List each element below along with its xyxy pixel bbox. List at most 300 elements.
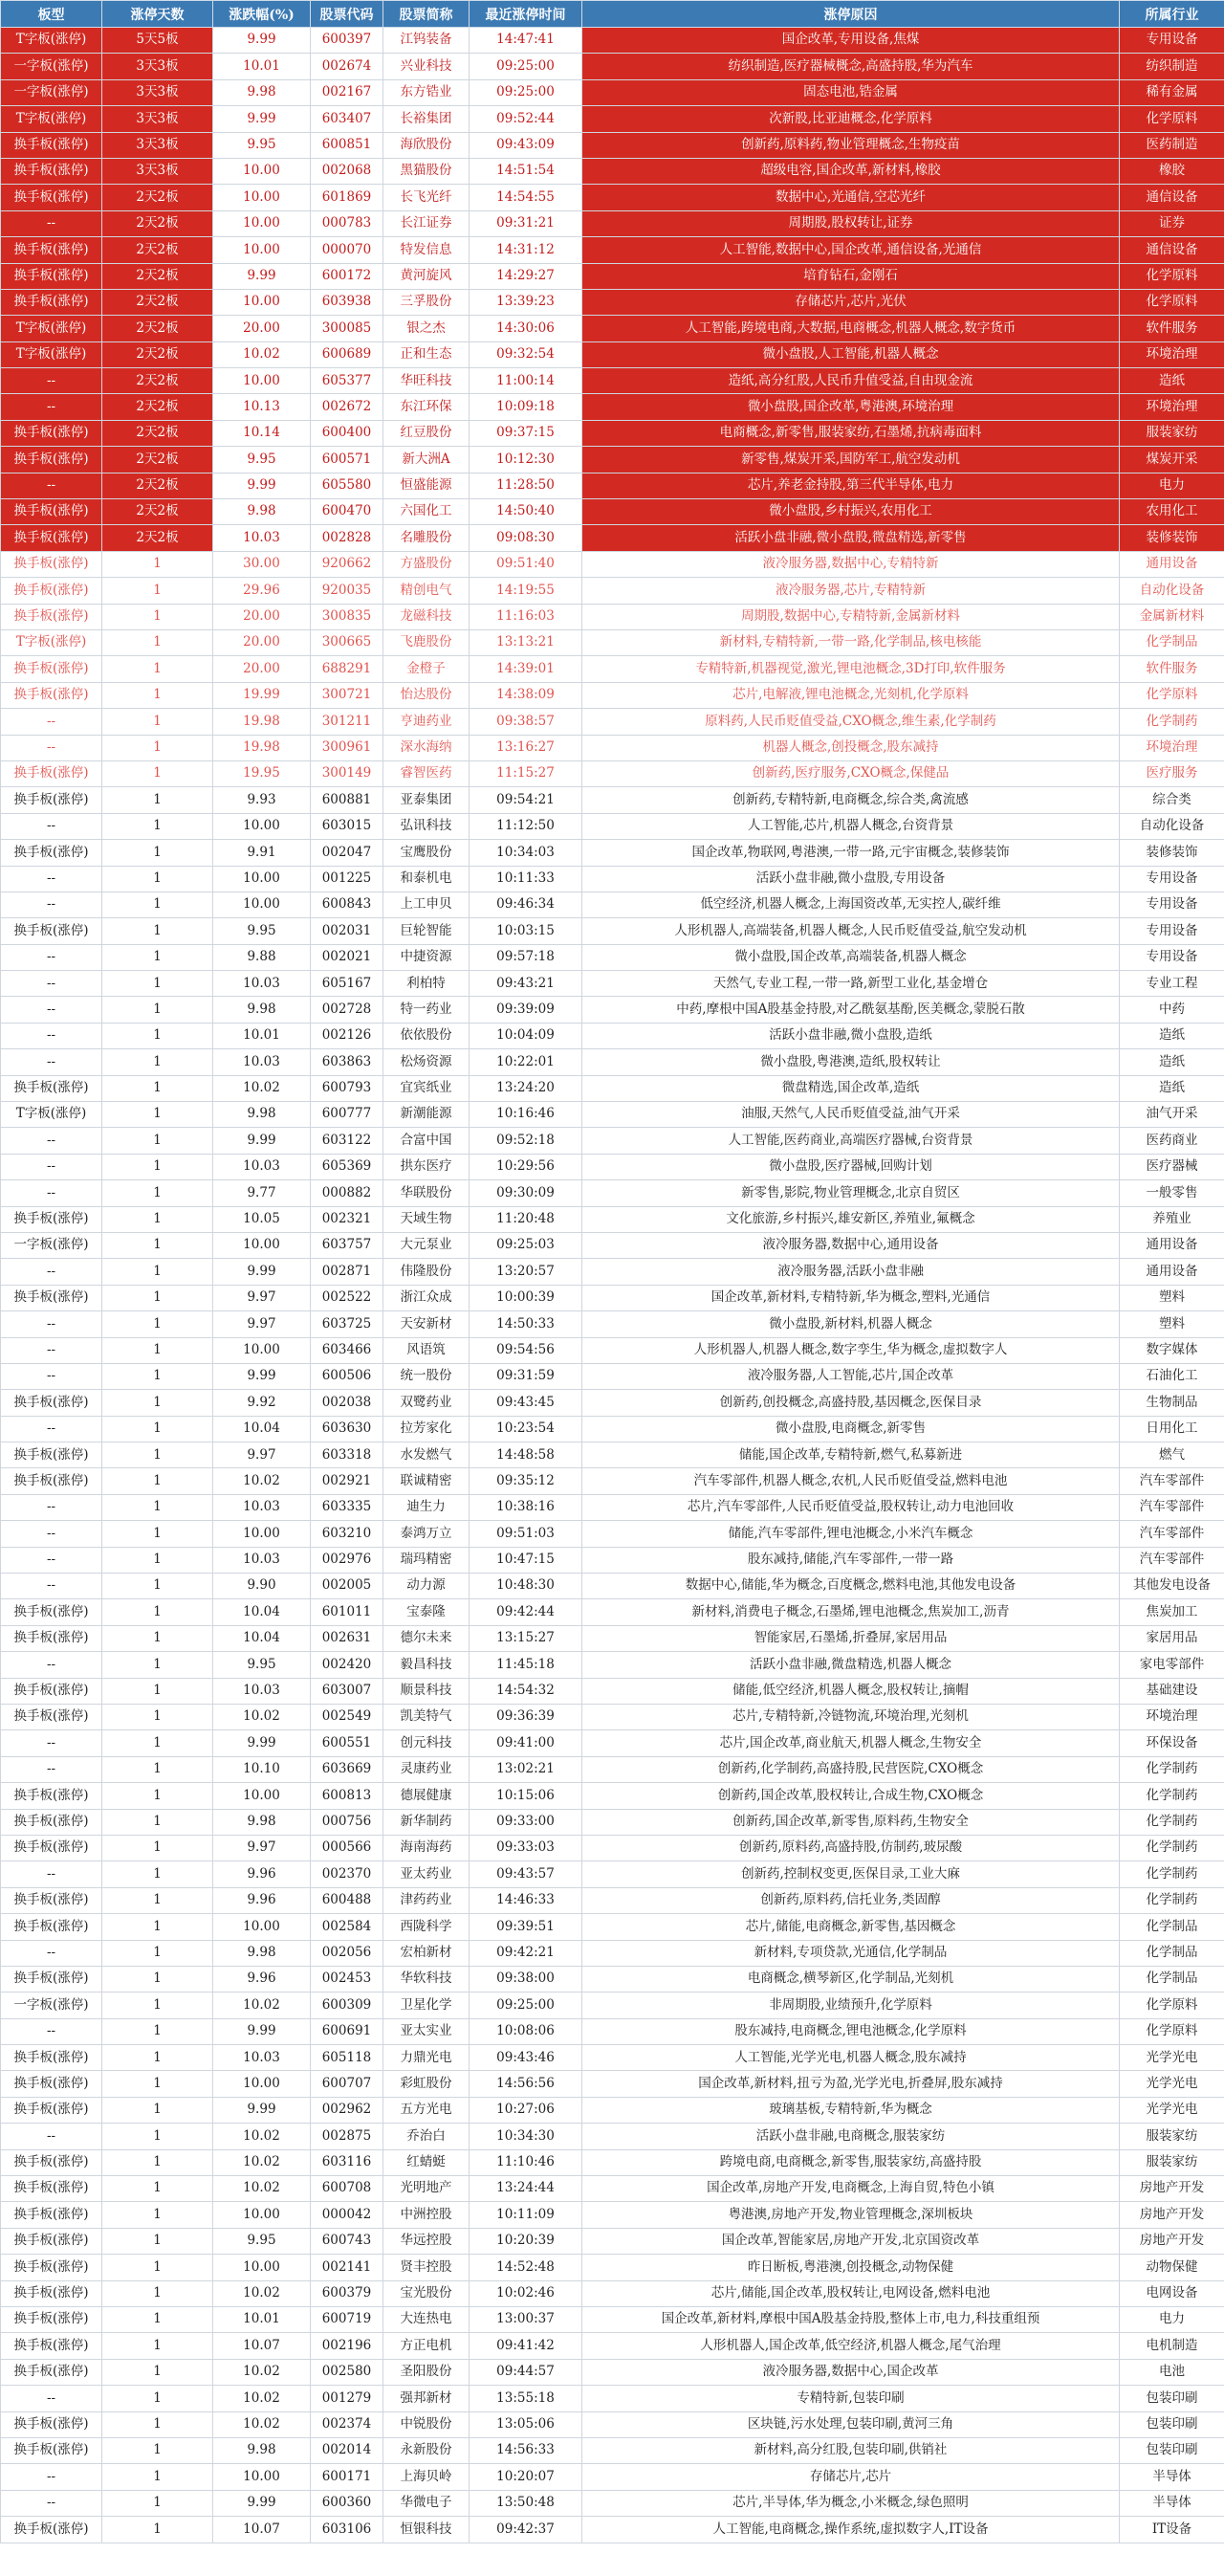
table-row[interactable] — [1, 1232, 1224, 1258]
table-row[interactable] — [1, 525, 1224, 551]
limit-days-cell: 1 — [102, 2176, 213, 2202]
change-pct-cell: 10.03 — [213, 1154, 311, 1179]
table-row[interactable] — [1, 971, 1224, 997]
table-row[interactable] — [1, 760, 1224, 786]
stock-code-cell: 603106 — [311, 2517, 383, 2543]
limit-days-cell: 2天2板 — [102, 499, 213, 525]
table-row[interactable] — [1, 2490, 1224, 2516]
col-header-last-limit-time[interactable]: 最近涨停时间 — [470, 1, 582, 28]
table-row[interactable] — [1, 2097, 1224, 2123]
stock-code-cell: 920662 — [311, 551, 383, 577]
col-header-industry[interactable]: 所属行业 — [1120, 1, 1224, 28]
industry-cell: 养殖业 — [1120, 1206, 1224, 1232]
industry-cell: 化学制品 — [1120, 1914, 1224, 1940]
stock-name-cell: 银之杰 — [383, 316, 470, 341]
limit-days-cell: 2天2板 — [102, 185, 213, 210]
change-pct-cell: 9.95 — [213, 2228, 311, 2254]
board-type-cell: 换手板(涨停) — [1, 2437, 102, 2463]
col-header-board-type[interactable]: 板型 — [1, 1, 102, 28]
table-row[interactable] — [1, 1285, 1224, 1310]
limit-days-cell: 1 — [102, 1914, 213, 1940]
limit-days-cell: 1 — [102, 1206, 213, 1232]
stock-name-cell: 新潮能源 — [383, 1102, 470, 1128]
table-row[interactable] — [1, 813, 1224, 839]
stock-name-cell: 六国化工 — [383, 499, 470, 525]
table-row[interactable] — [1, 1075, 1224, 1101]
stock-code-cell: 603007 — [311, 1678, 383, 1704]
table-row[interactable] — [1, 2280, 1224, 2306]
last-limit-time-cell: 10:02:46 — [470, 2280, 582, 2306]
last-limit-time-cell: 10:38:16 — [470, 1494, 582, 1520]
stock-name-cell: 泰鸿万立 — [383, 1521, 470, 1547]
change-pct-cell: 29.96 — [213, 578, 311, 604]
table-row[interactable] — [1, 1259, 1224, 1285]
last-limit-time-cell: 09:43:46 — [470, 2045, 582, 2071]
limit-reason-cell: 微小盘股,电商概念,新零售 — [582, 1416, 1120, 1442]
board-type-cell: 换手板(涨停) — [1, 1468, 102, 1494]
stock-code-cell: 688291 — [311, 656, 383, 682]
stock-name-cell: 精创电气 — [383, 578, 470, 604]
table-row[interactable] — [1, 289, 1224, 315]
industry-cell: 化学制药 — [1120, 709, 1224, 735]
table-row[interactable] — [1, 185, 1224, 210]
stock-name-cell: 恒盛能源 — [383, 473, 470, 498]
limit-days-cell: 3天3板 — [102, 106, 213, 132]
stock-code-cell: 301211 — [311, 709, 383, 735]
table-row[interactable] — [1, 1940, 1224, 1966]
table-row[interactable] — [1, 1574, 1224, 1599]
stock-code-cell: 002584 — [311, 1914, 383, 1940]
change-pct-cell: 10.07 — [213, 2333, 311, 2359]
board-type-cell: 换手板(涨停) — [1, 158, 102, 184]
stock-name-cell: 红蜻蜓 — [383, 2149, 470, 2175]
table-row[interactable] — [1, 2464, 1224, 2490]
change-pct-cell: 9.96 — [213, 1861, 311, 1887]
col-header-change-pct[interactable]: 涨跌幅(%) — [213, 1, 311, 28]
limit-reason-cell: 微小盘股,乡村振兴,农用化工 — [582, 499, 1120, 525]
last-limit-time-cell: 14:54:32 — [470, 1678, 582, 1704]
table-row[interactable] — [1, 866, 1224, 892]
industry-cell: 包装印刷 — [1120, 2411, 1224, 2437]
limit-reason-cell: 国企改革,新材料,摩根中国A股基金持股,整体上市,电力,科技重组预 — [582, 2306, 1120, 2332]
change-pct-cell: 10.01 — [213, 2306, 311, 2332]
table-row[interactable] — [1, 1023, 1224, 1048]
stock-name-cell: 东方锆业 — [383, 79, 470, 105]
last-limit-time-cell: 14:39:01 — [470, 656, 582, 682]
limit-reason-cell: 活跃小盘非融,电商概念,服装家纺 — [582, 2124, 1120, 2149]
limit-reason-cell: 创新药,医疗服务,CXO概念,保健品 — [582, 760, 1120, 786]
table-row[interactable] — [1, 499, 1224, 525]
table-row[interactable] — [1, 1652, 1224, 1678]
change-pct-cell: 10.00 — [213, 289, 311, 315]
limit-reason-cell: 文化旅游,乡村振兴,雄安新区,养殖业,氟概念 — [582, 1206, 1120, 1232]
board-type-cell: -- — [1, 735, 102, 760]
table-row[interactable] — [1, 944, 1224, 970]
table-row[interactable] — [1, 316, 1224, 341]
stock-name-cell: 长裕集团 — [383, 106, 470, 132]
table-row[interactable] — [1, 79, 1224, 105]
table-row[interactable] — [1, 447, 1224, 473]
last-limit-time-cell: 09:31:21 — [470, 210, 582, 236]
stock-name-cell: 凯美特气 — [383, 1705, 470, 1730]
industry-cell: 电机制造 — [1120, 2333, 1224, 2359]
table-row[interactable] — [1, 1809, 1224, 1835]
board-type-cell: 换手板(涨停) — [1, 551, 102, 577]
last-limit-time-cell: 09:08:30 — [470, 525, 582, 551]
col-header-limit-reason[interactable]: 涨停原因 — [582, 1, 1120, 28]
table-row[interactable] — [1, 735, 1224, 760]
table-row[interactable] — [1, 1128, 1224, 1154]
table-row[interactable] — [1, 2124, 1224, 2149]
limit-days-cell: 2天2板 — [102, 341, 213, 367]
industry-cell: 化学制品 — [1120, 1966, 1224, 1992]
last-limit-time-cell: 11:10:46 — [470, 2149, 582, 2175]
table-row[interactable] — [1, 2517, 1224, 2543]
limit-reason-cell: 超级电容,国企改革,新材料,橡胶 — [582, 158, 1120, 184]
board-type-cell: -- — [1, 2018, 102, 2044]
industry-cell: 化学原料 — [1120, 682, 1224, 708]
table-row[interactable] — [1, 682, 1224, 708]
table-row[interactable] — [1, 2018, 1224, 2044]
limit-days-cell: 1 — [102, 1075, 213, 1101]
stock-code-cell: 300149 — [311, 760, 383, 786]
limit-reason-cell: 专精特新,包装印刷 — [582, 2386, 1120, 2411]
limit-days-cell: 2天2板 — [102, 263, 213, 289]
limit-days-cell: 2天2板 — [102, 394, 213, 420]
table-row[interactable] — [1, 54, 1224, 79]
table-row[interactable] — [1, 2045, 1224, 2071]
last-limit-time-cell: 09:38:00 — [470, 1966, 582, 1992]
limit-reason-cell: 活跃小盘非融,微小盘股,造纸 — [582, 1023, 1120, 1048]
change-pct-cell: 9.96 — [213, 1887, 311, 1913]
table-row[interactable] — [1, 1521, 1224, 1547]
table-row[interactable] — [1, 158, 1224, 184]
limit-reason-cell: 次新股,比亚迪概念,化学原料 — [582, 106, 1120, 132]
board-type-cell: 换手板(涨停) — [1, 1075, 102, 1101]
stock-code-cell: 002047 — [311, 840, 383, 866]
stock-name-cell: 亨迪药业 — [383, 709, 470, 735]
limit-reason-cell: 人工智能,数据中心,国企改革,通信设备,光通信 — [582, 237, 1120, 263]
table-row[interactable] — [1, 1154, 1224, 1179]
table-row[interactable] — [1, 368, 1224, 394]
board-type-cell: 换手板(涨停) — [1, 578, 102, 604]
table-row[interactable] — [1, 1416, 1224, 1442]
change-pct-cell: 10.04 — [213, 1599, 311, 1625]
industry-cell: 电池 — [1120, 2359, 1224, 2385]
table-row[interactable] — [1, 1599, 1224, 1625]
table-row[interactable] — [1, 473, 1224, 498]
change-pct-cell: 10.00 — [213, 210, 311, 236]
limit-days-cell: 1 — [102, 997, 213, 1023]
table-row[interactable] — [1, 2359, 1224, 2385]
industry-cell: 半导体 — [1120, 2490, 1224, 2516]
table-row[interactable] — [1, 604, 1224, 629]
industry-cell: 纺织制造 — [1120, 54, 1224, 79]
industry-cell: 通信设备 — [1120, 237, 1224, 263]
table-row[interactable] — [1, 2333, 1224, 2359]
limit-reason-cell: 低空经济,机器人概念,上海国资改革,无实控人,碳纤维 — [582, 892, 1120, 917]
limit-reason-cell: 创新药,原料药,信托业务,类固醇 — [582, 1887, 1120, 1913]
table-row[interactable] — [1, 629, 1224, 655]
stock-code-cell: 000042 — [311, 2202, 383, 2228]
stock-name-cell: 津药药业 — [383, 1887, 470, 1913]
last-limit-time-cell: 14:47:41 — [470, 28, 582, 54]
limit-reason-cell: 创新药,专精特新,电商概念,综合类,禽流感 — [582, 787, 1120, 813]
limit-reason-cell: 数据中心,光通信,空芯光纤 — [582, 185, 1120, 210]
limit-days-cell: 1 — [102, 2071, 213, 2097]
industry-cell: 汽车零部件 — [1120, 1547, 1224, 1573]
table-row[interactable] — [1, 1835, 1224, 1860]
change-pct-cell: 10.02 — [213, 1993, 311, 2018]
limit-days-cell: 2天2板 — [102, 447, 213, 473]
stock-name-cell: 拱东医疗 — [383, 1154, 470, 1179]
table-row[interactable] — [1, 1730, 1224, 1756]
stock-name-cell: 上海贝岭 — [383, 2464, 470, 2490]
stock-code-cell: 600506 — [311, 1363, 383, 1389]
change-pct-cell: 10.03 — [213, 2045, 311, 2071]
industry-cell: 装修装饰 — [1120, 840, 1224, 866]
table-row[interactable] — [1, 2386, 1224, 2411]
industry-cell: 稀有金属 — [1120, 79, 1224, 105]
table-row[interactable] — [1, 106, 1224, 132]
stock-name-cell: 联诚精密 — [383, 1468, 470, 1494]
table-row[interactable] — [1, 551, 1224, 577]
industry-cell: 光学光电 — [1120, 2071, 1224, 2097]
industry-cell: 化学原料 — [1120, 263, 1224, 289]
table-row[interactable] — [1, 892, 1224, 917]
table-row[interactable] — [1, 237, 1224, 263]
last-limit-time-cell: 10:48:30 — [470, 1574, 582, 1599]
industry-cell: 软件服务 — [1120, 316, 1224, 341]
table-row[interactable] — [1, 1678, 1224, 1704]
stock-code-cell: 002167 — [311, 79, 383, 105]
industry-cell: 环保设备 — [1120, 1730, 1224, 1756]
stock-code-cell: 600400 — [311, 420, 383, 446]
limit-reason-cell: 液冷服务器,活跃小盘非融 — [582, 1259, 1120, 1285]
stock-name-cell: 怡达股份 — [383, 682, 470, 708]
col-header-stock-name[interactable]: 股票简称 — [383, 1, 470, 28]
industry-cell: 化学原料 — [1120, 106, 1224, 132]
last-limit-time-cell: 10:16:46 — [470, 1102, 582, 1128]
board-type-cell: 一字板(涨停) — [1, 1232, 102, 1258]
table-row[interactable] — [1, 1625, 1224, 1651]
table-row[interactable] — [1, 1102, 1224, 1128]
table-row[interactable] — [1, 1914, 1224, 1940]
stock-name-cell: 灵康药业 — [383, 1756, 470, 1782]
industry-cell: 自动化设备 — [1120, 578, 1224, 604]
table-row[interactable] — [1, 1494, 1224, 1520]
table-row[interactable] — [1, 1756, 1224, 1782]
stock-code-cell: 300961 — [311, 735, 383, 760]
table-row[interactable] — [1, 1206, 1224, 1232]
col-header-limit-days[interactable]: 涨停天数 — [102, 1, 213, 28]
limit-days-cell: 1 — [102, 1285, 213, 1310]
table-row[interactable] — [1, 1363, 1224, 1389]
limit-days-cell: 1 — [102, 1311, 213, 1337]
stock-code-cell: 000070 — [311, 237, 383, 263]
stock-name-cell: 江钨装备 — [383, 28, 470, 54]
limit-reason-cell: 国企改革,专用设备,焦煤 — [582, 28, 1120, 54]
table-row[interactable] — [1, 210, 1224, 236]
limit-reason-cell: 人形机器人,国企改革,低空经济,机器人概念,尾气治理 — [582, 2333, 1120, 2359]
stock-code-cell: 002522 — [311, 1285, 383, 1310]
stock-name-cell: 特发信息 — [383, 237, 470, 263]
stock-code-cell: 600843 — [311, 892, 383, 917]
board-type-cell: 换手板(涨停) — [1, 2306, 102, 2332]
change-pct-cell: 9.95 — [213, 918, 311, 944]
stock-name-cell: 巨轮智能 — [383, 918, 470, 944]
stock-code-cell: 605580 — [311, 473, 383, 498]
table-row[interactable] — [1, 840, 1224, 866]
limit-reason-cell: 跨境电商,电商概念,新零售,服装家纺,高盛持股 — [582, 2149, 1120, 2175]
table-row[interactable] — [1, 1337, 1224, 1363]
change-pct-cell: 10.00 — [213, 368, 311, 394]
limit-days-cell: 1 — [102, 1783, 213, 1809]
stock-code-cell: 002196 — [311, 2333, 383, 2359]
industry-cell: 专用设备 — [1120, 918, 1224, 944]
board-type-cell: 换手板(涨停) — [1, 1914, 102, 1940]
table-row[interactable] — [1, 1468, 1224, 1494]
table-row[interactable] — [1, 1705, 1224, 1730]
table-row[interactable] — [1, 1049, 1224, 1075]
limit-reason-cell: 股东减持,电商概念,锂电池概念,化学原料 — [582, 2018, 1120, 2044]
board-type-cell: -- — [1, 1337, 102, 1363]
table-row[interactable] — [1, 578, 1224, 604]
limit-days-cell: 1 — [102, 578, 213, 604]
table-row[interactable] — [1, 1311, 1224, 1337]
table-row[interactable] — [1, 1442, 1224, 1468]
change-pct-cell: 9.98 — [213, 499, 311, 525]
stock-code-cell: 605377 — [311, 368, 383, 394]
table-row[interactable] — [1, 2071, 1224, 2097]
table-row[interactable] — [1, 2149, 1224, 2175]
table-row[interactable] — [1, 787, 1224, 813]
limit-days-cell: 1 — [102, 1023, 213, 1048]
stock-code-cell: 300665 — [311, 629, 383, 655]
change-pct-cell: 9.99 — [213, 2018, 311, 2044]
limit-days-cell: 1 — [102, 2228, 213, 2254]
board-type-cell: -- — [1, 813, 102, 839]
limit-reason-cell: 人工智能,跨境电商,大数据,电商概念,机器人概念,数字货币 — [582, 316, 1120, 341]
table-row[interactable] — [1, 1861, 1224, 1887]
change-pct-cell: 10.14 — [213, 420, 311, 446]
table-row[interactable] — [1, 132, 1224, 158]
table-row[interactable] — [1, 341, 1224, 367]
table-row[interactable] — [1, 2202, 1224, 2228]
stock-name-cell: 新华制药 — [383, 1809, 470, 1835]
last-limit-time-cell: 10:47:15 — [470, 1547, 582, 1573]
industry-cell: 医疗服务 — [1120, 760, 1224, 786]
limit-days-cell: 1 — [102, 1730, 213, 1756]
table-row[interactable] — [1, 709, 1224, 735]
limit-days-cell: 1 — [102, 1259, 213, 1285]
table-row[interactable] — [1, 2411, 1224, 2437]
table-row[interactable] — [1, 1887, 1224, 1913]
table-row[interactable] — [1, 2437, 1224, 2463]
stock-name-cell: 彩虹股份 — [383, 2071, 470, 2097]
board-type-cell: -- — [1, 997, 102, 1023]
limit-days-cell: 1 — [102, 1861, 213, 1887]
last-limit-time-cell: 10:00:39 — [470, 1285, 582, 1310]
board-type-cell: 换手板(涨停) — [1, 2359, 102, 2385]
last-limit-time-cell: 10:34:30 — [470, 2124, 582, 2149]
board-type-cell: T字板(涨停) — [1, 106, 102, 132]
stock-name-cell: 长飞光纤 — [383, 185, 470, 210]
table-row[interactable] — [1, 1180, 1224, 1206]
table-row[interactable] — [1, 1390, 1224, 1416]
board-type-cell: 换手板(涨停) — [1, 2255, 102, 2280]
table-row[interactable] — [1, 394, 1224, 420]
limit-days-cell: 1 — [102, 2202, 213, 2228]
limit-reason-cell: 数据中心,储能,华为概念,百度概念,燃料电池,其他发电设备 — [582, 1574, 1120, 1599]
change-pct-cell: 10.02 — [213, 2149, 311, 2175]
limit-reason-cell: 液冷服务器,数据中心,专精特新 — [582, 551, 1120, 577]
table-row[interactable] — [1, 263, 1224, 289]
limit-reason-cell: 芯片,半导体,华为概念,小米概念,绿色照明 — [582, 2490, 1120, 2516]
limit-days-cell: 1 — [102, 1993, 213, 2018]
limit-reason-cell: 芯片,电解液,锂电池概念,光刻机,化学原料 — [582, 682, 1120, 708]
limit-days-cell: 1 — [102, 1547, 213, 1573]
board-type-cell: -- — [1, 1940, 102, 1966]
board-type-cell: 换手板(涨停) — [1, 1783, 102, 1809]
last-limit-time-cell: 09:46:34 — [470, 892, 582, 917]
stock-code-cell: 600689 — [311, 341, 383, 367]
table-row[interactable] — [1, 2176, 1224, 2202]
change-pct-cell: 10.03 — [213, 1049, 311, 1075]
table-row[interactable] — [1, 997, 1224, 1023]
col-header-stock-code[interactable]: 股票代码 — [311, 1, 383, 28]
stock-name-cell: 和泰机电 — [383, 866, 470, 892]
limit-reason-cell: 国企改革,新材料,专精特新,华为概念,塑料,光通信 — [582, 1285, 1120, 1310]
stock-name-cell: 永新股份 — [383, 2437, 470, 2463]
table-row[interactable] — [1, 1966, 1224, 1992]
change-pct-cell: 10.03 — [213, 1547, 311, 1573]
limit-days-cell: 1 — [102, 682, 213, 708]
stock-code-cell: 603122 — [311, 1128, 383, 1154]
table-row[interactable] — [1, 656, 1224, 682]
table-row[interactable] — [1, 420, 1224, 446]
limit-reason-cell: 天然气,专业工程,一带一路,新型工业化,基金增仓 — [582, 971, 1120, 997]
board-type-cell: 换手板(涨停) — [1, 1442, 102, 1468]
table-row[interactable] — [1, 1547, 1224, 1573]
table-row[interactable] — [1, 2306, 1224, 2332]
limit-reason-cell: 液冷服务器,芯片,专精特新 — [582, 578, 1120, 604]
stock-code-cell: 002921 — [311, 1468, 383, 1494]
limit-days-cell: 3天3板 — [102, 79, 213, 105]
stock-name-cell: 天域生物 — [383, 1206, 470, 1232]
stock-name-cell: 华旺科技 — [383, 368, 470, 394]
limit-days-cell: 1 — [102, 2437, 213, 2463]
change-pct-cell: 10.00 — [213, 866, 311, 892]
table-row[interactable] — [1, 2255, 1224, 2280]
stock-code-cell: 002672 — [311, 394, 383, 420]
limit-days-cell: 1 — [102, 918, 213, 944]
change-pct-cell: 10.00 — [213, 813, 311, 839]
table-row[interactable] — [1, 918, 1224, 944]
limit-reason-cell: 存储芯片,芯片 — [582, 2464, 1120, 2490]
table-row[interactable] — [1, 1783, 1224, 1809]
board-type-cell: 换手板(涨停) — [1, 499, 102, 525]
table-row[interactable] — [1, 1993, 1224, 2018]
limit-reason-cell: 新零售,影院,物业管理概念,北京自贸区 — [582, 1180, 1120, 1206]
table-row[interactable] — [1, 28, 1224, 54]
limit-days-cell: 1 — [102, 1468, 213, 1494]
stock-code-cell: 600551 — [311, 1730, 383, 1756]
limit-days-cell: 1 — [102, 735, 213, 760]
stock-name-cell: 正和生态 — [383, 341, 470, 367]
stock-code-cell: 002370 — [311, 1861, 383, 1887]
table-row[interactable] — [1, 2228, 1224, 2254]
